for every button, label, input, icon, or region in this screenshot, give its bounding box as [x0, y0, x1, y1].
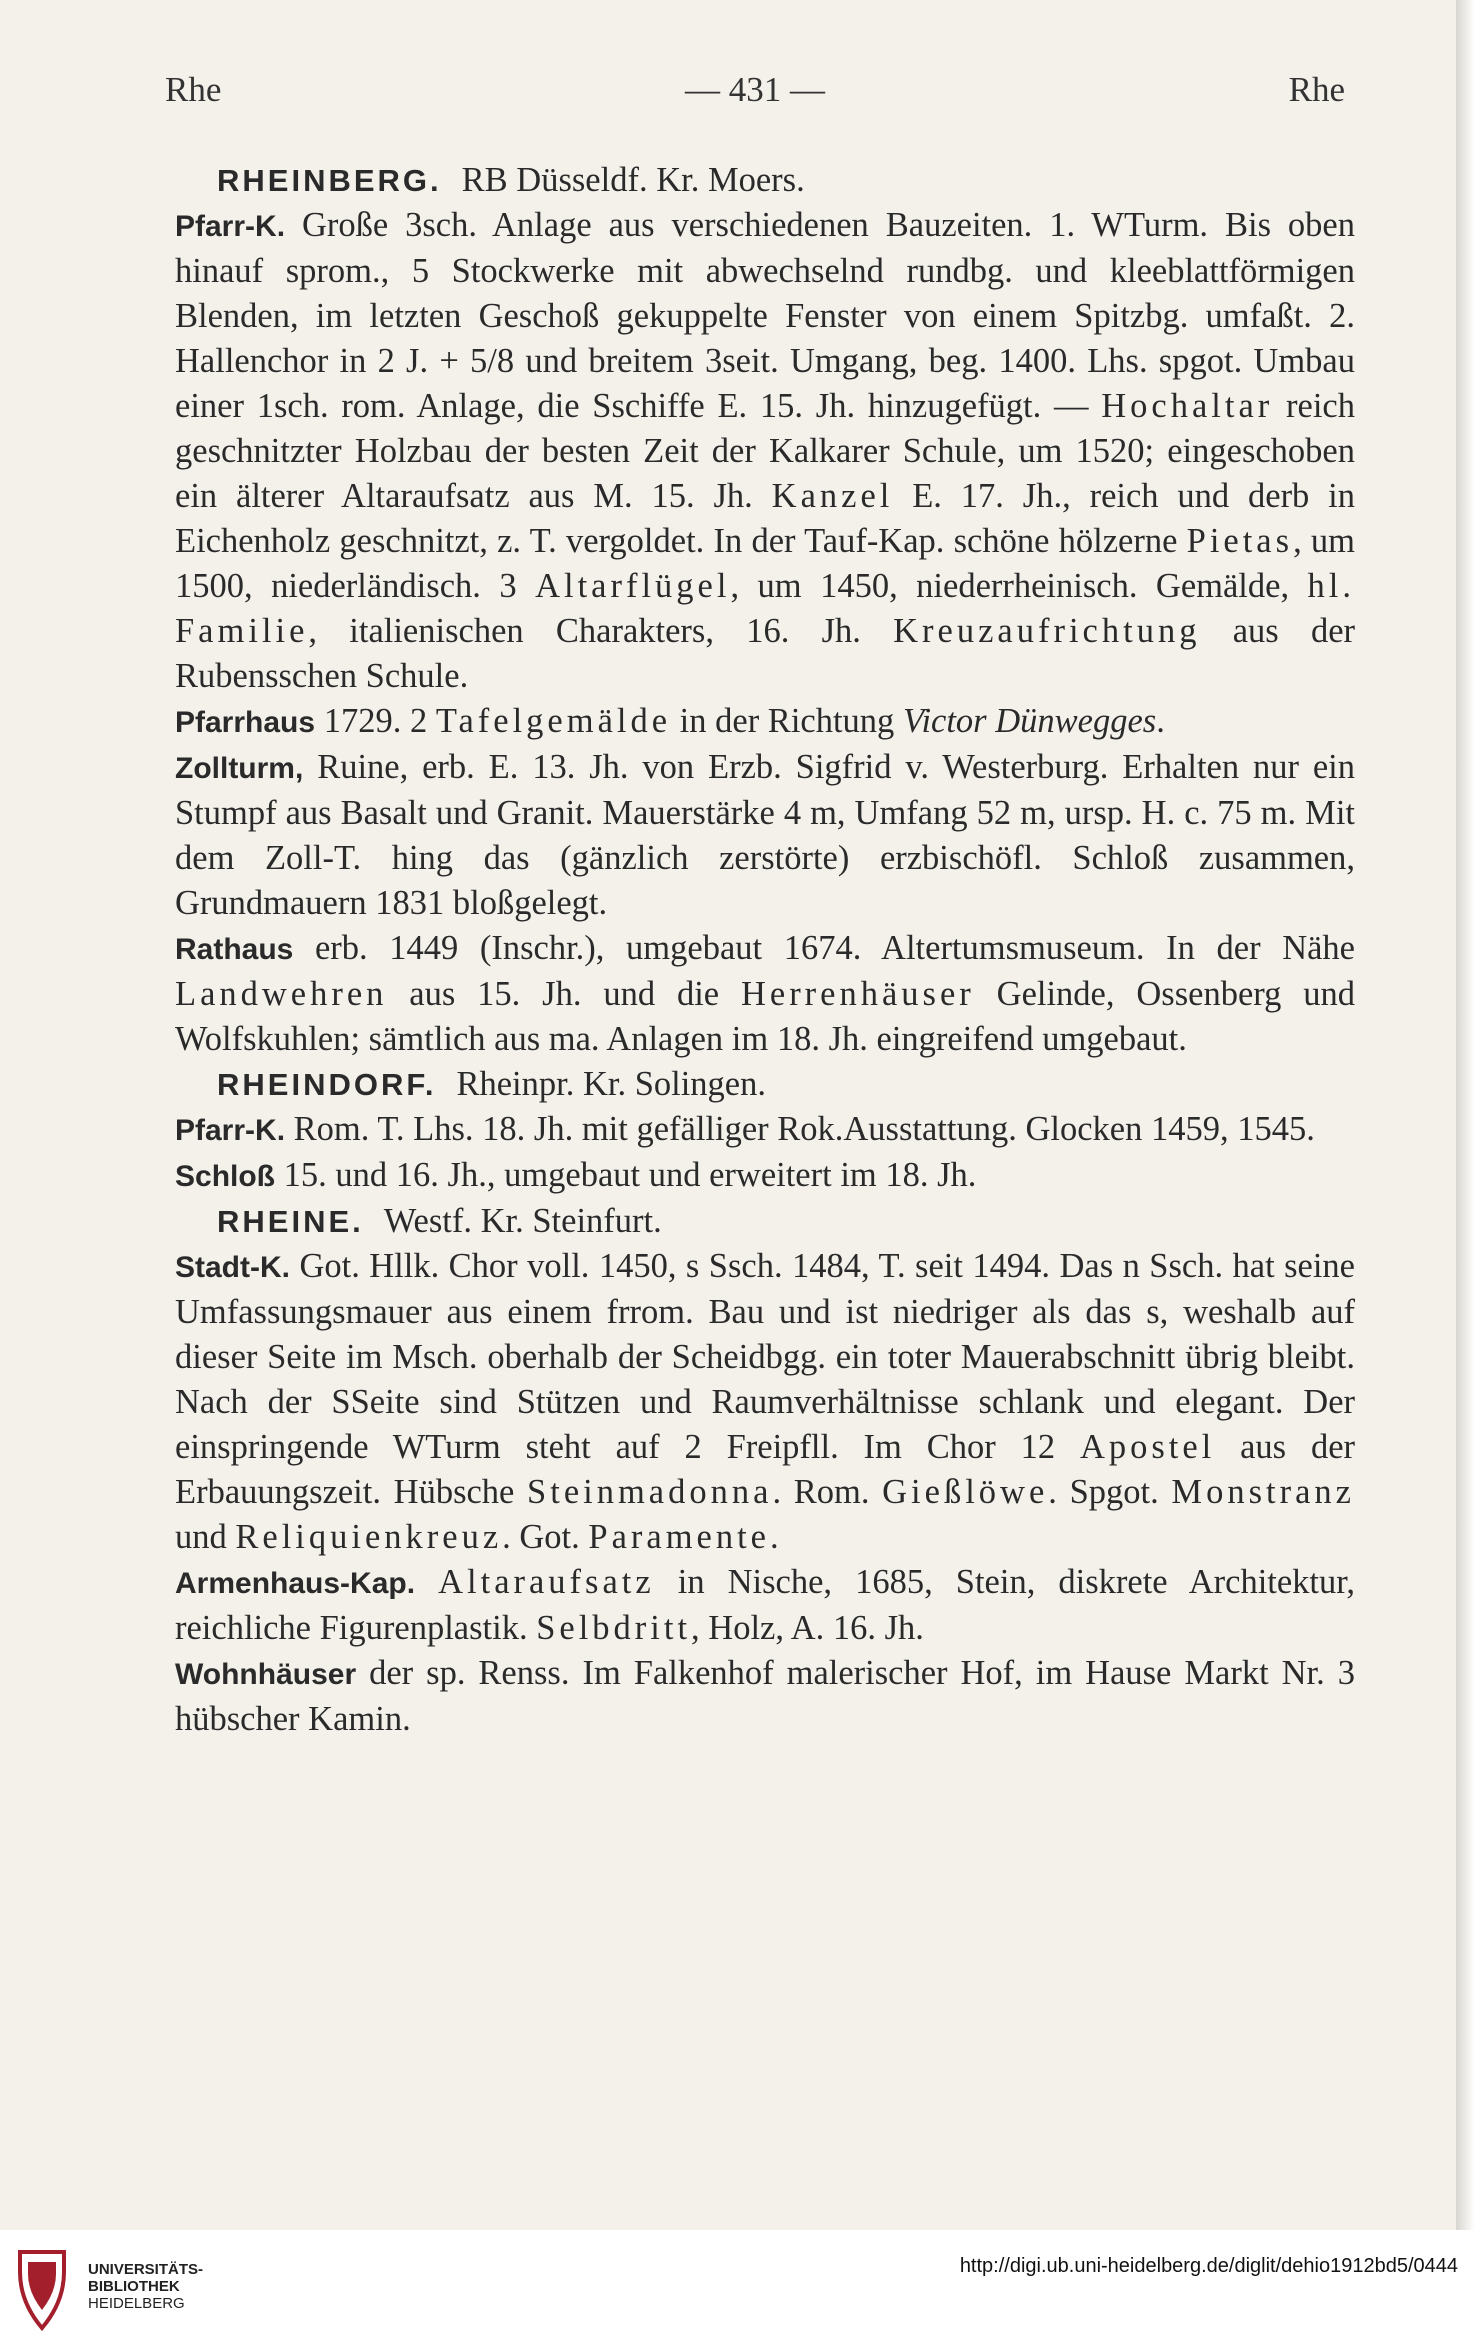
spaced-term: Kanzel: [771, 477, 894, 515]
page-body: [175, 158, 1355, 1742]
spaced-term: Landwehren: [175, 975, 388, 1013]
running-header: [165, 70, 1345, 120]
spaced-term: Tafelgemälde: [435, 702, 672, 740]
entry-keyword: Pfarr-K.: [175, 1114, 286, 1147]
entry-text: Große 3sch. Anlage aus verschiedenen Bauzeiten. 1. WTurm. Bis oben hinauf sprom., 5 Stockwerke mit abwechselnd rundbg. und kleeblattförmigen Blenden, im letzten Geschoß gekuppelte Fenster von einem Spitzbg. umfaßt. 2. Hallenchor in 2 J. + 5/8 und breitem 3seit. Umgang, beg. 1400. Lhs. spgot. Umbau einer 1sch. rom. Anlage, die Sschiffe E. 15. Jh. hinzugefügt. —: [175, 206, 1355, 425]
spaced-term: Monstranz: [1171, 1473, 1355, 1511]
entry-text: erb. 1449 (Inschr.), umgebaut 1674. Altertumsmuseum. In der Nähe: [293, 929, 1355, 967]
spaced-term: Steinmadonna: [527, 1473, 773, 1511]
spaced-term: Herrenhäuser: [740, 975, 975, 1013]
entry-text: , Holz, A. 16. Jh.: [691, 1609, 924, 1647]
entry-text: , italienischen Charakters, 16. Jh.: [308, 612, 894, 650]
entry-text: 1729. 2: [315, 702, 436, 740]
city-name: RHEINE.: [217, 1204, 364, 1239]
city-region: RB Düsseldf. Kr. Moers.: [461, 161, 805, 199]
entry-text: reich geschnitzter Holzbau der besten Zeit der Kalkarer Schule, um 1520; eingeschoben ein älterer Altaraufsatz aus M. 15. Jh.: [175, 387, 1355, 515]
city-name: RHEINBERG.: [217, 163, 442, 198]
spaced-term: Altarflügel: [535, 567, 731, 605]
page-number: — 431 —: [685, 70, 825, 109]
city-heading: [175, 1062, 1355, 1107]
header-left: Rhe: [165, 70, 222, 109]
entry-keyword: Armenhaus-Kap.: [175, 1567, 416, 1600]
entry-text: .: [1156, 702, 1165, 740]
library-line-2: BIBLIOTHEK: [88, 2278, 180, 2295]
city-region: Rheinpr. Kr. Solingen.: [456, 1065, 766, 1103]
spaced-term: Hochaltar: [1101, 387, 1274, 425]
spaced-term: hl. Familie: [175, 567, 1355, 650]
library-name: [88, 2261, 203, 2312]
city-heading: [175, 1199, 1355, 1244]
entry-paragraph: [175, 1651, 1355, 1742]
footer-bar: [0, 2230, 1475, 2348]
spaced-term: Reliquienkreuz: [235, 1518, 503, 1556]
entry-text: E. 17. Jh., reich und derb in Eichenholz geschnitzt, z. T. vergoldet. In der Tauf-Kap. schöne hölzerne: [175, 477, 1356, 560]
spaced-term: Selbdritt: [536, 1609, 692, 1647]
spaced-term: Paramente: [588, 1518, 770, 1556]
italic-name: Victor Dünwegges: [902, 702, 1157, 740]
source-url-link[interactable]: http://digi.ub.uni-heidelberg.de/diglit/dehio1912bd5/0444: [959, 2255, 1458, 2277]
city-region: Westf. Kr. Steinfurt.: [383, 1202, 662, 1240]
spaced-term: Altaraufsatz: [438, 1563, 655, 1601]
entry-text: aus der Erbauungszeit. Hübsche: [175, 1428, 1356, 1511]
entry-paragraph: [175, 699, 1355, 745]
entry-paragraph: [175, 745, 1355, 926]
entry-paragraph: [175, 1107, 1355, 1153]
university-seal-icon: [14, 2248, 70, 2336]
entry-keyword: Schloß: [175, 1160, 276, 1193]
city-heading: [175, 158, 1355, 203]
entry-text: 15. und 16. Jh., umgebaut und erweitert im 18. Jh.: [275, 1156, 977, 1194]
library-line-3: HEIDELBERG: [88, 2295, 185, 2312]
entry-keyword: Rathaus: [175, 933, 294, 966]
header-right: Rhe: [1288, 70, 1345, 109]
entry-text: Gelinde, Ossenberg und Wolfskuhlen; sämtlich aus ma. Anlagen im 18. Jh. eingreifend umgebaut.: [175, 975, 1355, 1058]
spaced-term: Kreuzaufrichtung: [893, 612, 1201, 650]
entry-keyword: Pfarr-K.: [175, 210, 286, 243]
entry-text: .: [770, 1518, 779, 1556]
entry-text: in der Richtung: [671, 702, 903, 740]
entry-text: in Nische, 1685, Stein, diskrete Architektur, reichliche Figurenplastik.: [175, 1563, 1356, 1647]
entry-text: . Rom.: [772, 1473, 883, 1511]
entry-text: Rom. T. Lhs. 18. Jh. mit gefälliger Rok.Ausstattung. Glocken 1459, 1545.: [285, 1110, 1315, 1148]
entry-keyword: Stadt-K.: [175, 1251, 290, 1284]
library-line-1: UNIVERSITÄTS-: [88, 2261, 204, 2278]
spaced-term: Apostel: [1079, 1428, 1216, 1466]
entry-paragraph: [175, 926, 1355, 1062]
spaced-term: Pietas: [1186, 522, 1294, 560]
entry-paragraph: [175, 1560, 1355, 1651]
entry-text: Got. Hllk. Chor voll. 1450, s Ssch. 1484, T. seit 1494. Das n Ssch. hat seine Umfassungsmauer aus einem frrom. Bau und ist niedriger als das s, weshalb auf dieser Seite im Msch. oberhalb der Scheidbgg. ein toter Mauerabschnitt übrig bleibt. Nach der SSeite sind Stützen und Raumverhältnisse schlank und elegant. Der einspringende WTurm steht auf 2 Freipfll. Im Chor 12: [175, 1247, 1355, 1466]
entry-text: aus der Rubensschen Schule.: [175, 612, 1355, 695]
entry-text: , um 1450, niederrheinisch. Gemälde,: [730, 567, 1308, 605]
entry-keyword: Pfarrhaus: [175, 706, 316, 739]
spaced-term: Gießlöwe: [882, 1473, 1049, 1511]
entry-paragraph: [175, 203, 1355, 699]
entry-paragraph: [175, 1244, 1355, 1560]
entry-text: , um 1500, niederländisch. 3: [175, 522, 1355, 605]
entry-text: aus 15. Jh. und die: [387, 975, 741, 1013]
entry-text: und: [175, 1518, 236, 1556]
entry-keyword: Zollturm,: [175, 752, 304, 785]
entry-text: der sp. Renss. Im Falkenhof malerischer Hof, im Hause Markt Nr. 3 hübscher Kamin.: [175, 1654, 1355, 1738]
entry-text: [415, 1563, 438, 1601]
entry-text: . Got.: [502, 1518, 589, 1556]
page-edge: [1456, 0, 1475, 2230]
city-name: RHEINDORF.: [217, 1067, 437, 1102]
entry-keyword: Wohnhäuser: [175, 1658, 357, 1691]
entry-text: Ruine, erb. E. 13. Jh. von Erzb. Sigfrid v. Westerburg. Erhalten nur ein Stumpf aus Basalt und Granit. Mauerstärke 4 m, Umfang 52 m, ursp. H. c. 75 m. Mit dem Zoll-T. hing das (gänzlich zerstörte) erzbischöfl. Schloß zusammen, Grundmauern 1831 bloßgelegt.: [175, 748, 1355, 922]
entry-text: . Spgot.: [1048, 1473, 1172, 1511]
entry-paragraph: [175, 1153, 1355, 1199]
